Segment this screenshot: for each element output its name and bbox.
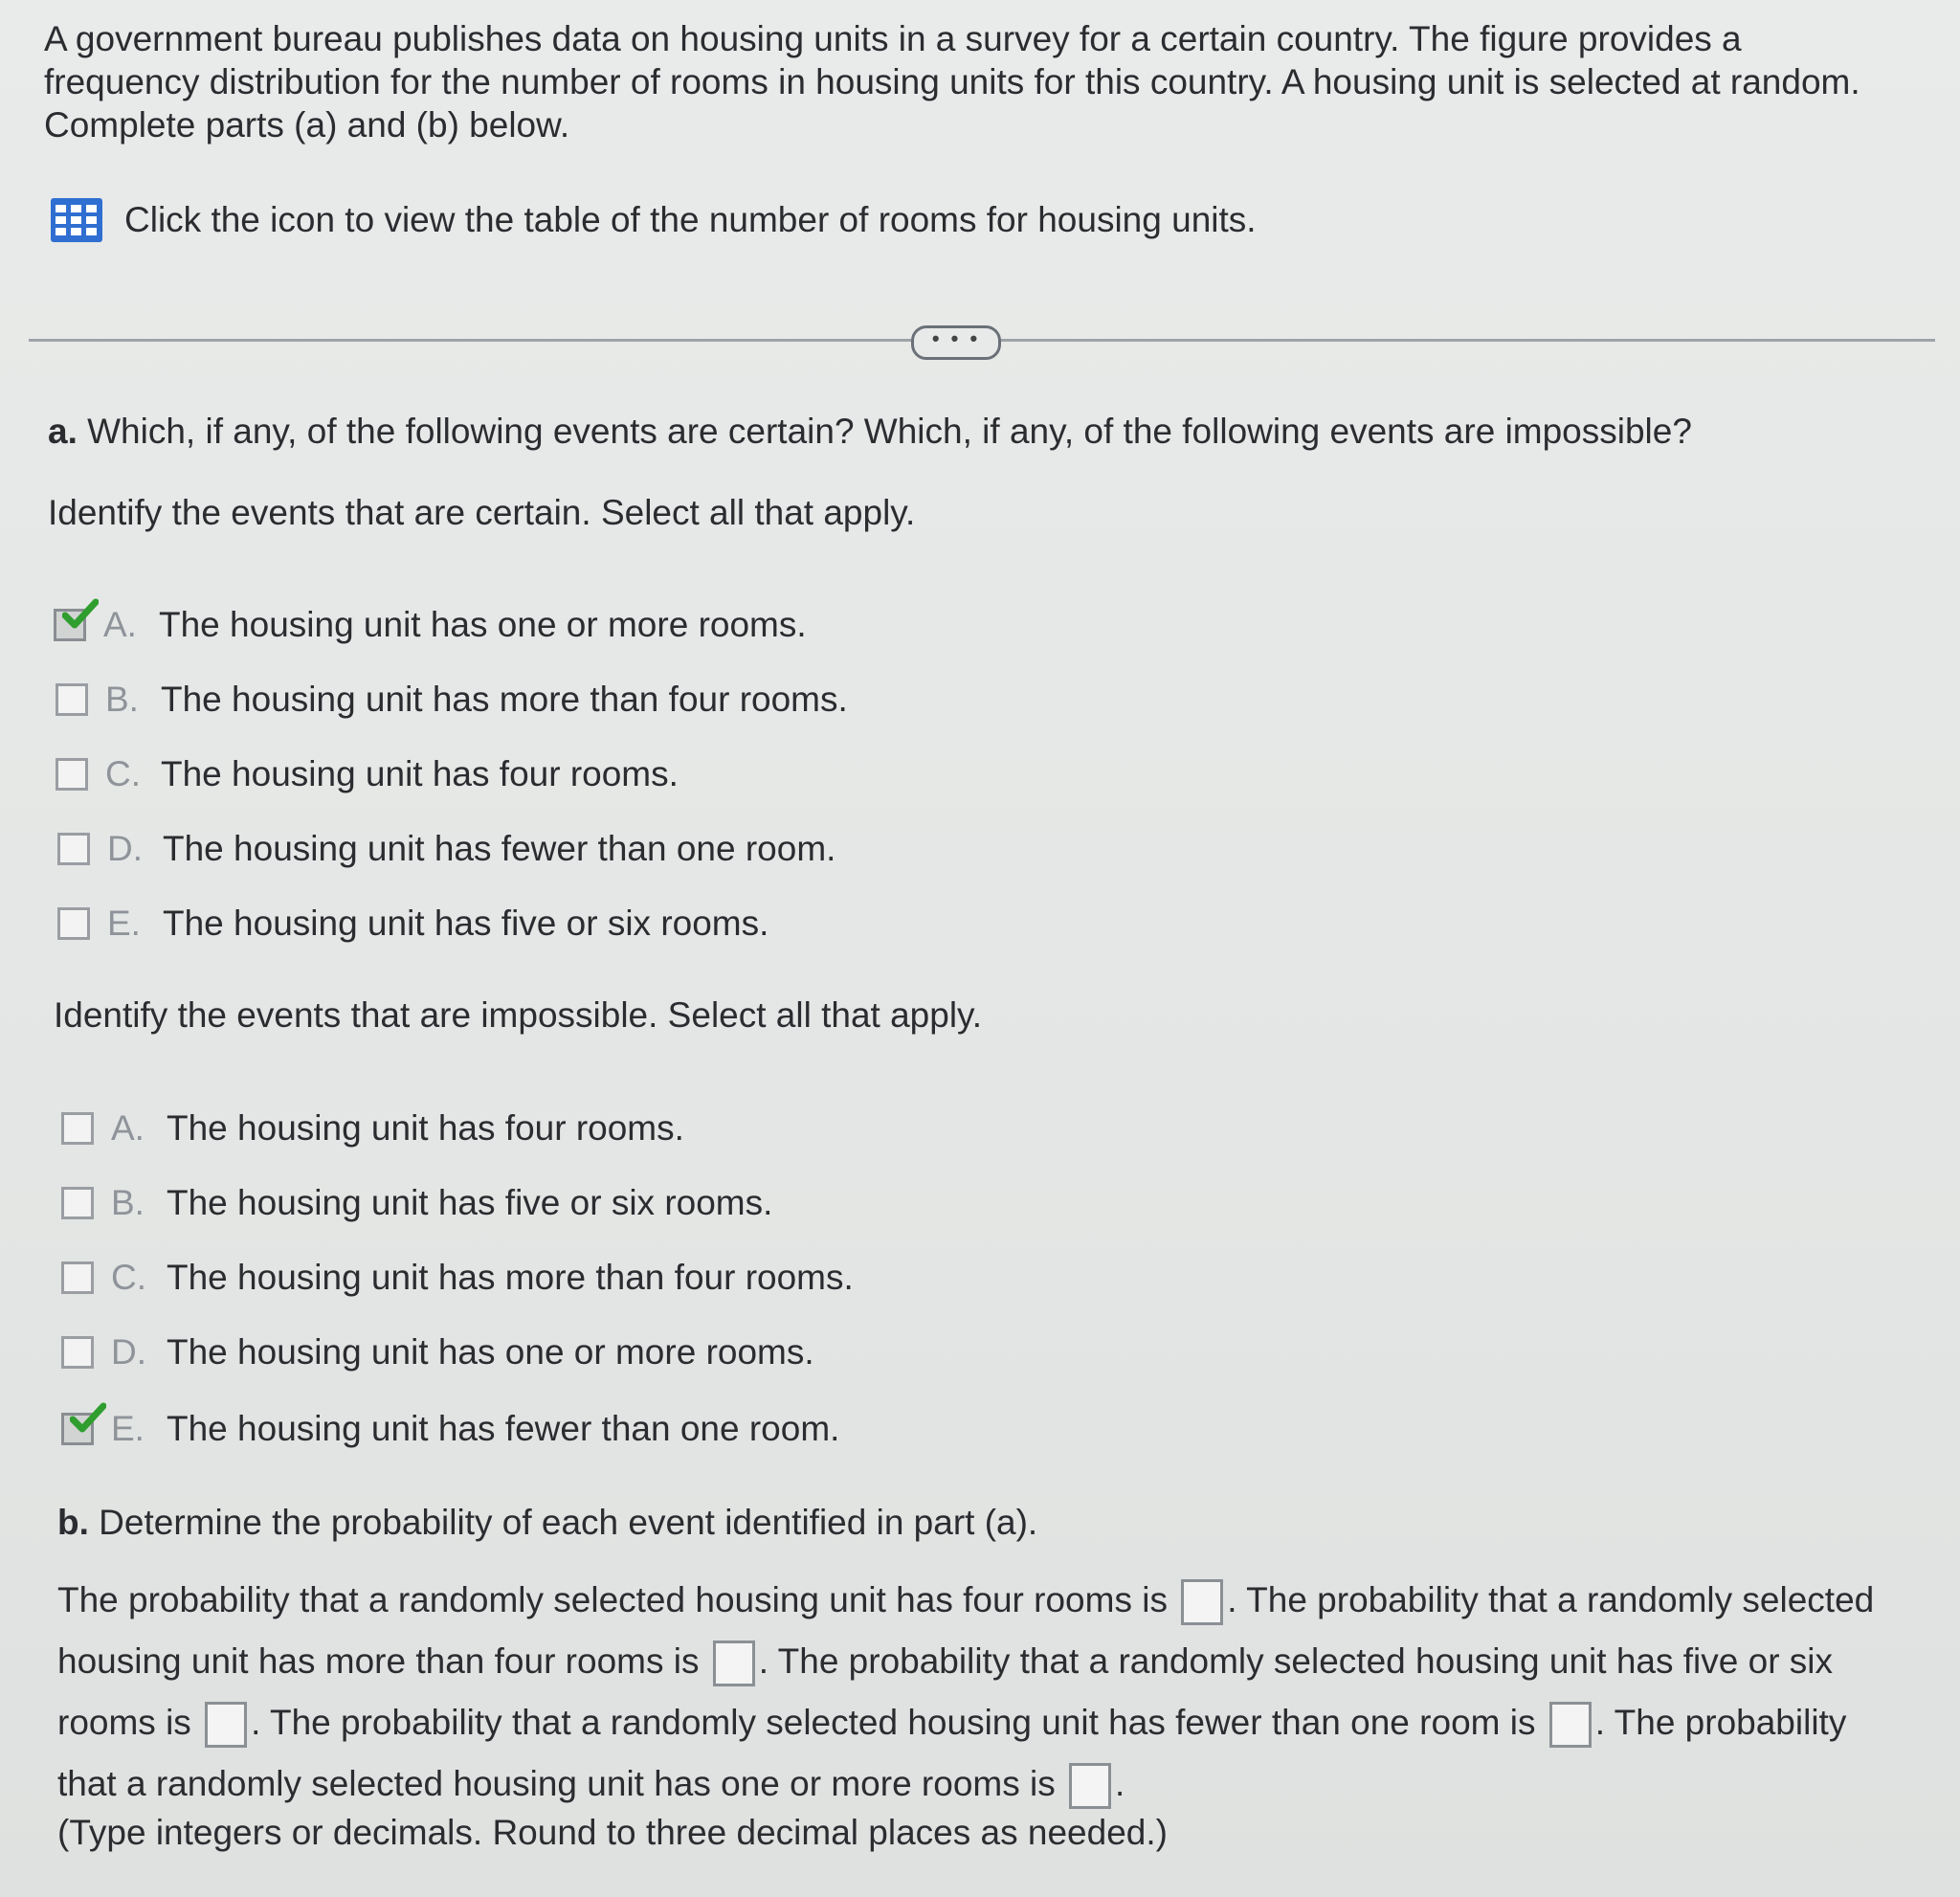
- impossible-option-a[interactable]: [61, 1108, 684, 1149]
- certain-instruction: Identify the events that are certain. Select all that apply.: [48, 493, 916, 532]
- impossible-option-d[interactable]: [61, 1332, 814, 1373]
- certain-option-e[interactable]: [57, 904, 768, 944]
- option-text: The housing unit has fewer than one room.: [167, 1409, 840, 1448]
- checkbox[interactable]: [61, 1187, 94, 1219]
- option-letter: C.: [111, 1258, 146, 1297]
- checkbox[interactable]: [61, 1112, 94, 1145]
- checkmark-icon: [62, 598, 99, 633]
- view-table-text[interactable]: Click the icon to view the table of the number of rooms for housing units.: [124, 200, 1257, 239]
- checkbox[interactable]: [61, 1336, 94, 1369]
- option-letter: B.: [105, 680, 139, 719]
- impossible-option-c[interactable]: [61, 1258, 854, 1298]
- part-a-question-text: Which, if any, of the following events are certain? Which, if any, of the following events are impossible?: [77, 412, 1692, 451]
- prob-text-fewer-than-one: . The probability that a randomly selected housing unit has fewer than one room is: [251, 1703, 1536, 1742]
- part-b-question-text: Determine the probability of each event identified in part (a).: [88, 1503, 1038, 1542]
- part-a-question: [48, 412, 1692, 452]
- option-text: The housing unit has one or more rooms.: [167, 1332, 814, 1372]
- expand-more-button[interactable]: • • •: [911, 325, 1001, 360]
- answer-input-five-or-six[interactable]: [205, 1702, 247, 1748]
- option-letter: E.: [107, 904, 141, 943]
- checkbox[interactable]: [56, 758, 88, 791]
- certain-option-c[interactable]: [56, 754, 679, 794]
- view-table-link[interactable]: [50, 197, 1257, 243]
- part-b-label: b.: [57, 1503, 89, 1542]
- option-text: The housing unit has five or six rooms.: [167, 1183, 773, 1222]
- checkbox[interactable]: [61, 1413, 94, 1445]
- certain-option-d[interactable]: [57, 829, 835, 869]
- problem-line-3: Complete parts (a) and (b) below.: [44, 105, 570, 145]
- answer-input-more-than-four[interactable]: [713, 1640, 755, 1686]
- prob-text-four-rooms: The probability that a randomly selected housing unit has four rooms is: [57, 1580, 1168, 1619]
- impossible-option-e[interactable]: [61, 1409, 839, 1449]
- checkbox[interactable]: [61, 1261, 94, 1294]
- table-grid-icon[interactable]: [50, 197, 103, 243]
- prob-text-end: .: [1115, 1764, 1125, 1803]
- option-text: The housing unit has four rooms.: [161, 754, 679, 793]
- prob-text-five-or-six: . The probability that a randomly selected housing unit has five or six rooms is: [57, 1641, 1834, 1742]
- checkbox[interactable]: [56, 683, 88, 716]
- problem-line-2: frequency distribution for the number of rooms in housing units for this country. A housing unit is selected at random.: [44, 62, 1860, 101]
- checkbox[interactable]: [57, 907, 90, 940]
- answer-input-four-rooms[interactable]: [1181, 1579, 1223, 1625]
- option-letter: E.: [111, 1409, 145, 1448]
- prob-text-one-or-more: . The probability that a randomly selected housing unit has one or more rooms is: [57, 1703, 1847, 1803]
- problem-line-1: A government bureau publishes data on housing units in a survey for a certain country. The figure provides a: [44, 19, 1742, 58]
- option-text: The housing unit has more than four rooms.: [167, 1258, 854, 1297]
- checkbox[interactable]: [54, 609, 86, 641]
- option-letter: A.: [103, 605, 137, 644]
- impossible-option-b[interactable]: [61, 1183, 772, 1223]
- option-letter: D.: [107, 829, 143, 868]
- part-a-label: a.: [48, 412, 78, 451]
- option-letter: A.: [111, 1108, 145, 1148]
- checkmark-icon: [70, 1402, 106, 1437]
- checkbox[interactable]: [57, 833, 90, 865]
- certain-option-b[interactable]: [56, 680, 848, 720]
- option-letter: B.: [111, 1183, 145, 1222]
- answer-input-one-or-more[interactable]: [1069, 1763, 1111, 1809]
- part-b-answers: [57, 1570, 1904, 1815]
- option-letter: D.: [111, 1332, 146, 1372]
- certain-option-a[interactable]: [54, 605, 807, 645]
- option-text: The housing unit has one or more rooms.: [159, 605, 807, 644]
- rounding-note: (Type integers or decimals. Round to three decimal places as needed.): [57, 1813, 1168, 1852]
- part-b-question: [57, 1503, 1037, 1543]
- impossible-instruction: Identify the events that are impossible. Select all that apply.: [54, 995, 983, 1035]
- option-text: The housing unit has four rooms.: [167, 1108, 684, 1148]
- option-text: The housing unit has five or six rooms.: [163, 904, 769, 943]
- answer-input-fewer-than-one[interactable]: [1549, 1702, 1592, 1748]
- problem-statement: [44, 17, 1920, 146]
- option-letter: C.: [105, 754, 141, 793]
- option-text: The housing unit has fewer than one room.: [163, 829, 836, 868]
- prob-text-more-than-four: . The probability that a randomly selected housing unit has more than four rooms is: [57, 1580, 1875, 1681]
- option-text: The housing unit has more than four rooms.: [161, 680, 848, 719]
